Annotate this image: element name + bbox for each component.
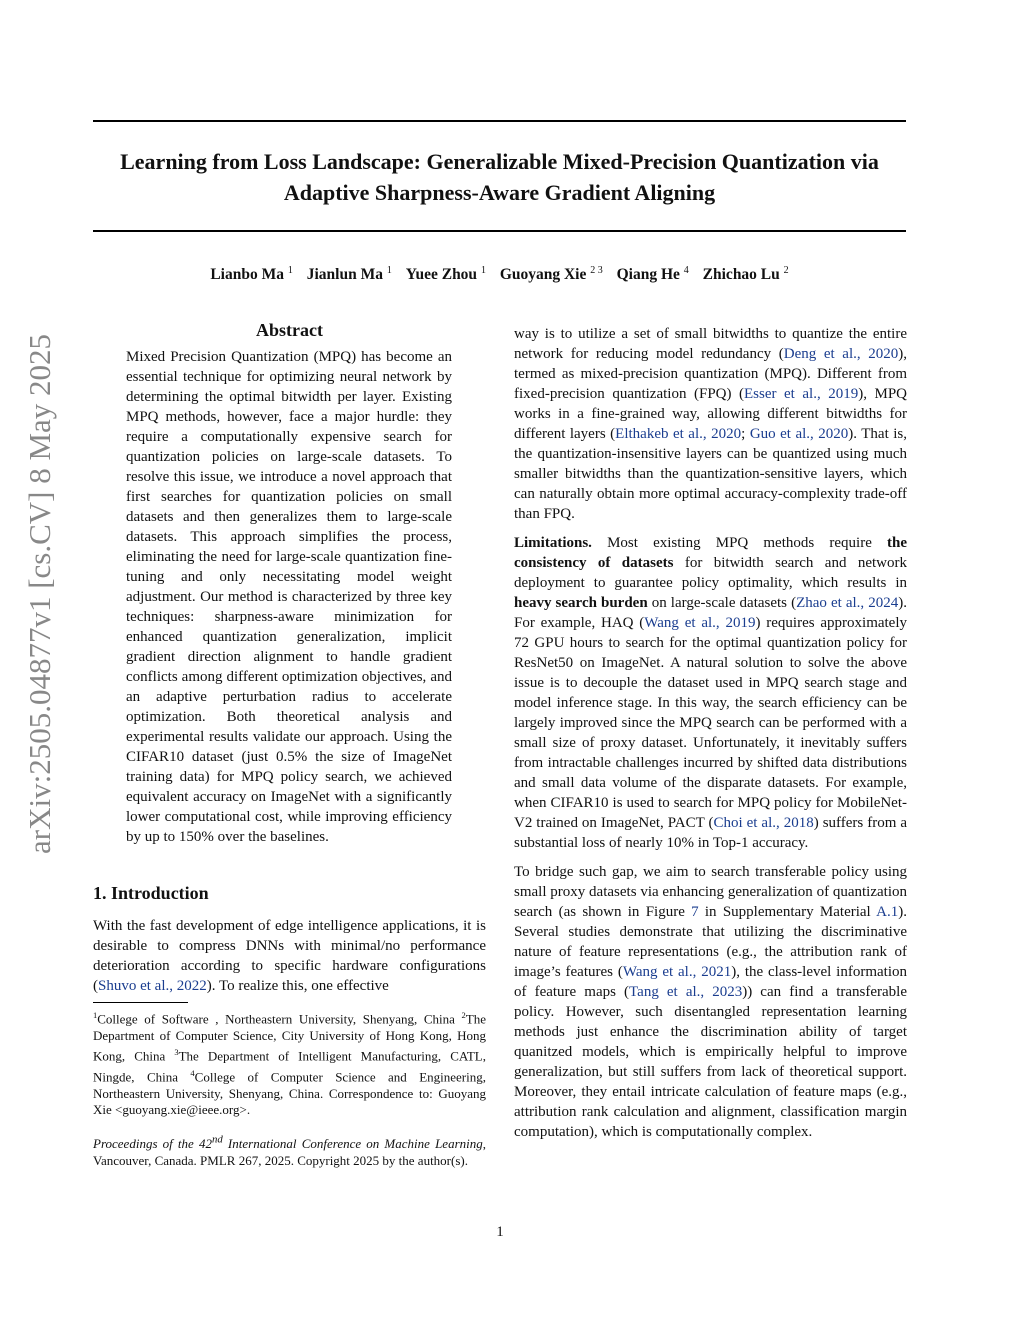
author-list xyxy=(93,265,906,284)
page-number: 1 xyxy=(496,1224,504,1240)
body-paragraph: way is to utilize a set of small bitwidths to quantize the entire network for reducing model redundancy (Deng et al., 2020), termed as mixed-precision quantization (MPQ). Different from fixed-precision quantization (FPQ) (Esser et al., 2019), MPQ works in a fine-grained way, allowing different bitwidths for different layers (Elthakeb et al., 2020; Guo et al., 2020). That is, the quantization-insensitive layers can be quantized using much smaller bitwidths than the quantization-sensitive layers, which can naturally obtain more optimal accuracy-complexity trade-off than FPQ. xyxy=(514,326,908,522)
footnote-rule xyxy=(93,1002,188,1003)
appendix-link[interactable]: A.1 xyxy=(876,904,899,920)
arxiv-stamp: arXiv:2505.04877v1 [cs.CV] 8 May 2025 xyxy=(22,333,57,854)
left-column xyxy=(93,320,486,1169)
limitations-paragraph: Limitations. Most existing MPQ methods require the consistency of datasets for bitwidth search and network deployment to guarantee policy optimality, which results in heavy search burden on large-scale datasets (Zhao et al., 2024). For example, HAQ (Wang et al., 2019) requires approximately 72 GPU hours to search for the optimal quantization policy for ResNet50 on ImageNet. A natural solution to solve the above issue is to decouple the dataset used in MPQ search stage and model inference stage. In this way, the search efficiency can be largely improved since the MPQ search can be performed with a small size of proxy dataset. Unfortunately, it inevitably suffers from intractable challenges incurred by shifted data distributions and small data volume of the disparate datasets. For example, when CIFAR10 is used to search for MPQ policy for MobileNet-V2 trained on ImageNet, PACT (Choi et al., 2018) suffers from a substantial loss of nearly 10% in Top-1 accuracy. xyxy=(514,535,908,851)
citation-link[interactable]: Guo et al., 2020 xyxy=(749,426,849,442)
paragraph-lead: Limitations. xyxy=(514,535,592,551)
abstract-text: Mixed Precision Quantization (MPQ) has become an essential technique for optimizing neural network by determining the optimal bitwidth per layer. Existing MPQ methods, however, face a major hurdle: they require a computationally expensive search for quantization policies on large-scale datasets. To resolve this issue, we introduce a novel approach that first searches for quantization policies on small datasets and then generalizes them to large-scale datasets. This approach simplifies the process, eliminating the need for large-scale quantization fine-tuning and only necessitating model weight adjustment. Our method is characterized by three key techniques: sharpness-aware minimization for enhanced quantization generalization, implicit gradient direction alignment to handle gradient conflicts among different optimization objectives, and an adaptive perturbation radius to accelerate optimization. Both theoretical analysis and experimental results validate our approach. Using the CIFAR10 dataset (just 0.5% the size of ImageNet training data) for MPQ policy search, we achieved equivalent accuracy on ImageNet with a significantly lower computational cost, while improving efficiency by up to 150% over the baselines. xyxy=(126,349,452,845)
citation-link[interactable]: Deng et al., 2020 xyxy=(783,346,899,362)
citation-link[interactable]: Shuvo et al., 2022 xyxy=(98,978,207,994)
citation-link[interactable]: Zhao et al., 2024 xyxy=(796,595,899,611)
author: Zhichao Lu $^2$ xyxy=(702,265,789,284)
abstract-heading: Abstract xyxy=(256,320,323,340)
citation-link[interactable]: Choi et al., 2018 xyxy=(713,815,814,831)
right-column xyxy=(514,324,907,1142)
title-top-rule xyxy=(93,120,906,122)
title-bottom-rule xyxy=(93,230,906,232)
paper-title xyxy=(93,146,906,208)
citation-link[interactable]: Esser et al., 2019 xyxy=(744,386,859,402)
citation-link[interactable]: Wang et al., 2019 xyxy=(644,615,756,631)
affiliations-footnote: $^1$College of Software , Northeastern University, Shenyang, China $^2$The Department of Computer Science, City University of Hong Kong, Hong Kong, China $^3$The Department of Intelligent Manufacturing, CATL, Ningde, China $^4$College of Computer Science and Engineering, Northeastern University, Shenyang, China. Correspondence to: Guoyang Xie <guoyang.xie@ieee.org>. xyxy=(93,1010,487,1118)
author: Yuee Zhou $^1$ xyxy=(405,265,486,284)
author: Jianlun Ma $^1$ xyxy=(306,265,392,284)
author: Qiang He $^4$ xyxy=(616,265,689,284)
title-line-2: Adaptive Sharpness-Aware Gradient Aligning xyxy=(283,180,716,205)
proceedings-note: Proceedings of the 42nd International Conference on Machine Learning, Vancouver, Canada. PMLR 267, 2025. Copyright 2025 by the author(s). xyxy=(93,1133,486,1168)
intro-paragraph: With the fast development of edge intelligence applications, it is desirable to compress DNNs with minimal/no performance deterioration according to specific hardware configurations (Shuvo et al., 2022). To realize this, one effective xyxy=(93,918,486,994)
citation-link[interactable]: Elthakeb et al., 2020 xyxy=(615,426,742,442)
figure-link[interactable]: 7 xyxy=(691,904,699,920)
citation-link[interactable]: Tang et al., 2023 xyxy=(629,984,743,1000)
introduction-heading: 1. Introduction xyxy=(93,883,209,903)
body-paragraph: To bridge such gap, we aim to search transferable policy using small proxy datasets via enhancing generalization of quantization search (as shown in Figure 7 in Supplementary Material A.1). Several studies demonstrate that utilizing the discriminative nature of feature representations (e.g., the attribution rank of image’s features (Wang et al., 2021), the class-level information of feature maps (Tang et al., 2023)) can find a transferable policy. However, such disentangled representation learning methods just enhance the discrimination ability of target quanitzed models, which is empirically helpful to improve generalization, but still suffers from lack of theoretical support. Moreover, they entail intricate calculation of feature maps (e.g., attribution rank calculation and alignment, classification margin computation), which is computationally complex. xyxy=(514,864,907,1140)
citation-link[interactable]: Wang et al., 2021 xyxy=(622,964,732,980)
title-line-1: Learning from Loss Landscape: Generalizable Mixed-Precision Quantization via xyxy=(120,149,879,174)
author: Guoyang Xie $^{2 3}$ xyxy=(499,265,603,284)
author: Lianbo Ma $^1$ xyxy=(210,265,293,284)
